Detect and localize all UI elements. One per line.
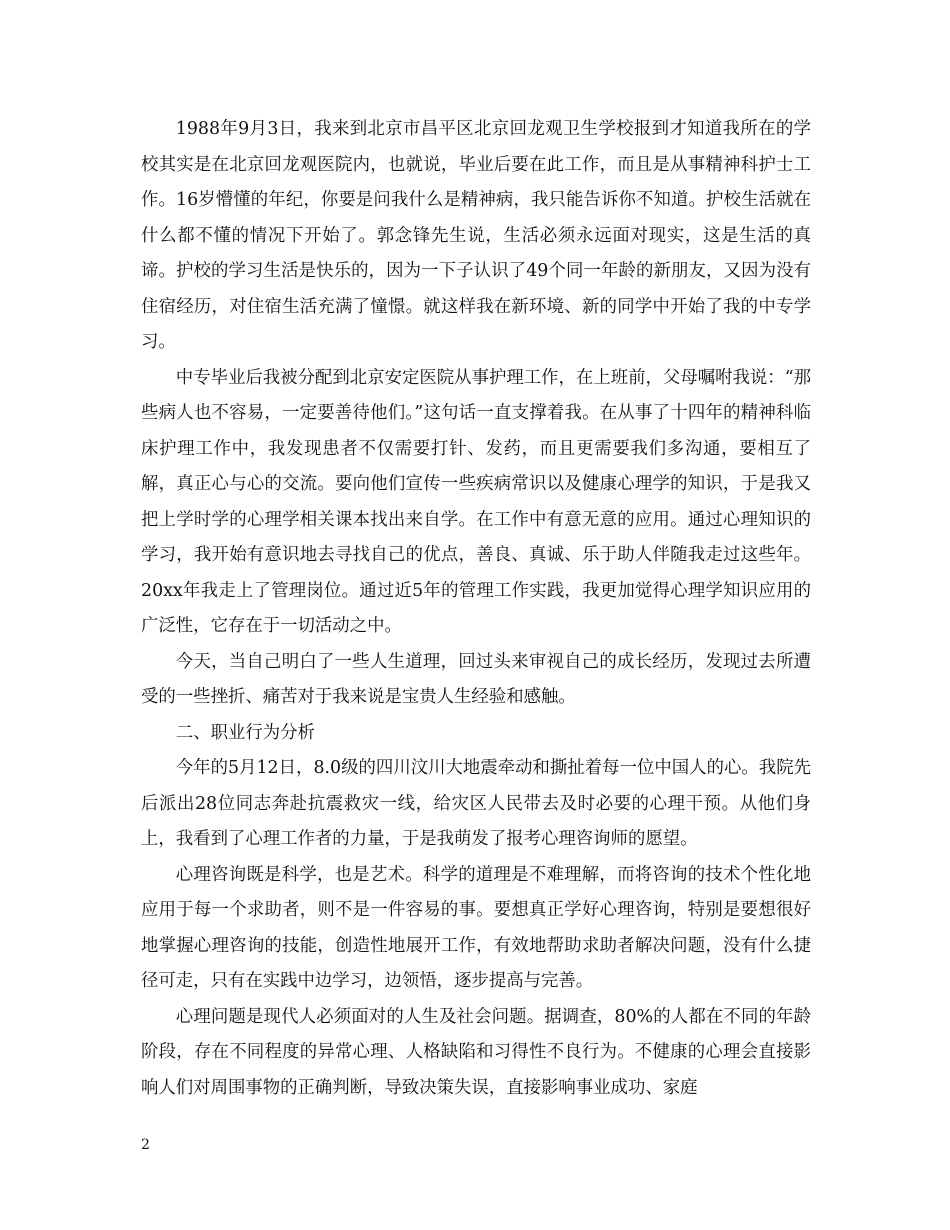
paragraph-reflection: 今天，当自己明白了一些人生道理，回过头来审视自己的成长经历，发现过去所遭受的一些挫折、痛苦对于我来说是宝贵人生经验和感触。: [141, 651, 811, 707]
page-number: 2: [141, 1137, 150, 1153]
paragraph-psych-problems: 心理问题是现代人必须面对的人生及社会问题。据调查，80%的人都在不同的年龄阶段，存在不同程度的异常心理、人格缺陷和习得性不良行为。不健康的心理会直接影响人们对周围事物的正确判断，导致决策失误，直接影响事业成功、家庭: [141, 1006, 811, 1098]
section-heading: 二、职业行为分析: [175, 722, 315, 743]
paragraph-counseling: 心理咨询既是科学，也是艺术。科学的道理是不难理解，而将咨询的技术个性化地应用于每一个求助者，则不是一件容易的事。要想真正学好心理咨询，特别是要想很好地掌握心理咨询的技能，创造性地展开工作，有效地帮助求助者解决问题，没有什么捷径可走，只有在实践中边学习，边领悟，逐步提高与完善。: [141, 864, 811, 991]
paragraph-education: 1988年9月3日，我来到北京市昌平区北京回龙观卫生学校报到才知道我所在的学校其实是在北京回龙观医院内，也就说，毕业后要在此工作，而且是从事精神科护士工作。16岁懵懂的年纪，你要是问我什么是精神病，我只能告诉你不知道。护校生活就在什么都不懂的情况下开始了。郭念锋先生说，生活必须永远面对现实，这是生活的真谛。护校的学习生活是快乐的，因为一下子认识了49个同一年龄的新朋友，又因为没有住宿经历，对住宿生活充满了憧憬。就这样我在新环境、新的同学中开始了我的中专学习。: [141, 119, 811, 352]
paragraph-earthquake: 今年的5月12日，8.0级的四川汶川大地震牵动和撕扯着每一位中国人的心。我院先后派出28位同志奔赴抗震救灾一线，给灾区人民带去及时必要的心理干预。从他们身上，我看到了心理工作者的力量，于是我萌发了报考心理咨询师的愿望。: [141, 758, 811, 849]
paragraph-career: 中专毕业后我被分配到北京安定医院从事护理工作，在上班前，父母嘱咐我说：“那些病人也不容易，一定要善待他们。”这句话一直支撑着我。在从事了十四年的精神科临床护理工作中，我发现患者不仅需要打针、发药，而且更需要我们多沟通，要相互了解，真正心与心的交流。要向他们宣传一些疾病常识以及健康心理学的知识，于是我又把上学时学的心理学相关课本找出来自学。在工作中有意无意的应用。通过心理知识的学习，我开始有意识地去寻找自己的优点，善良、真诚、乐于助人伴随我走过这些年。20xx年我走上了管理岗位。通过近5年的管理工作实践，我更加觉得心理学知识应用的广泛性，它存在于一切活动之中。: [141, 367, 811, 636]
document-body: [141, 112, 811, 1106]
